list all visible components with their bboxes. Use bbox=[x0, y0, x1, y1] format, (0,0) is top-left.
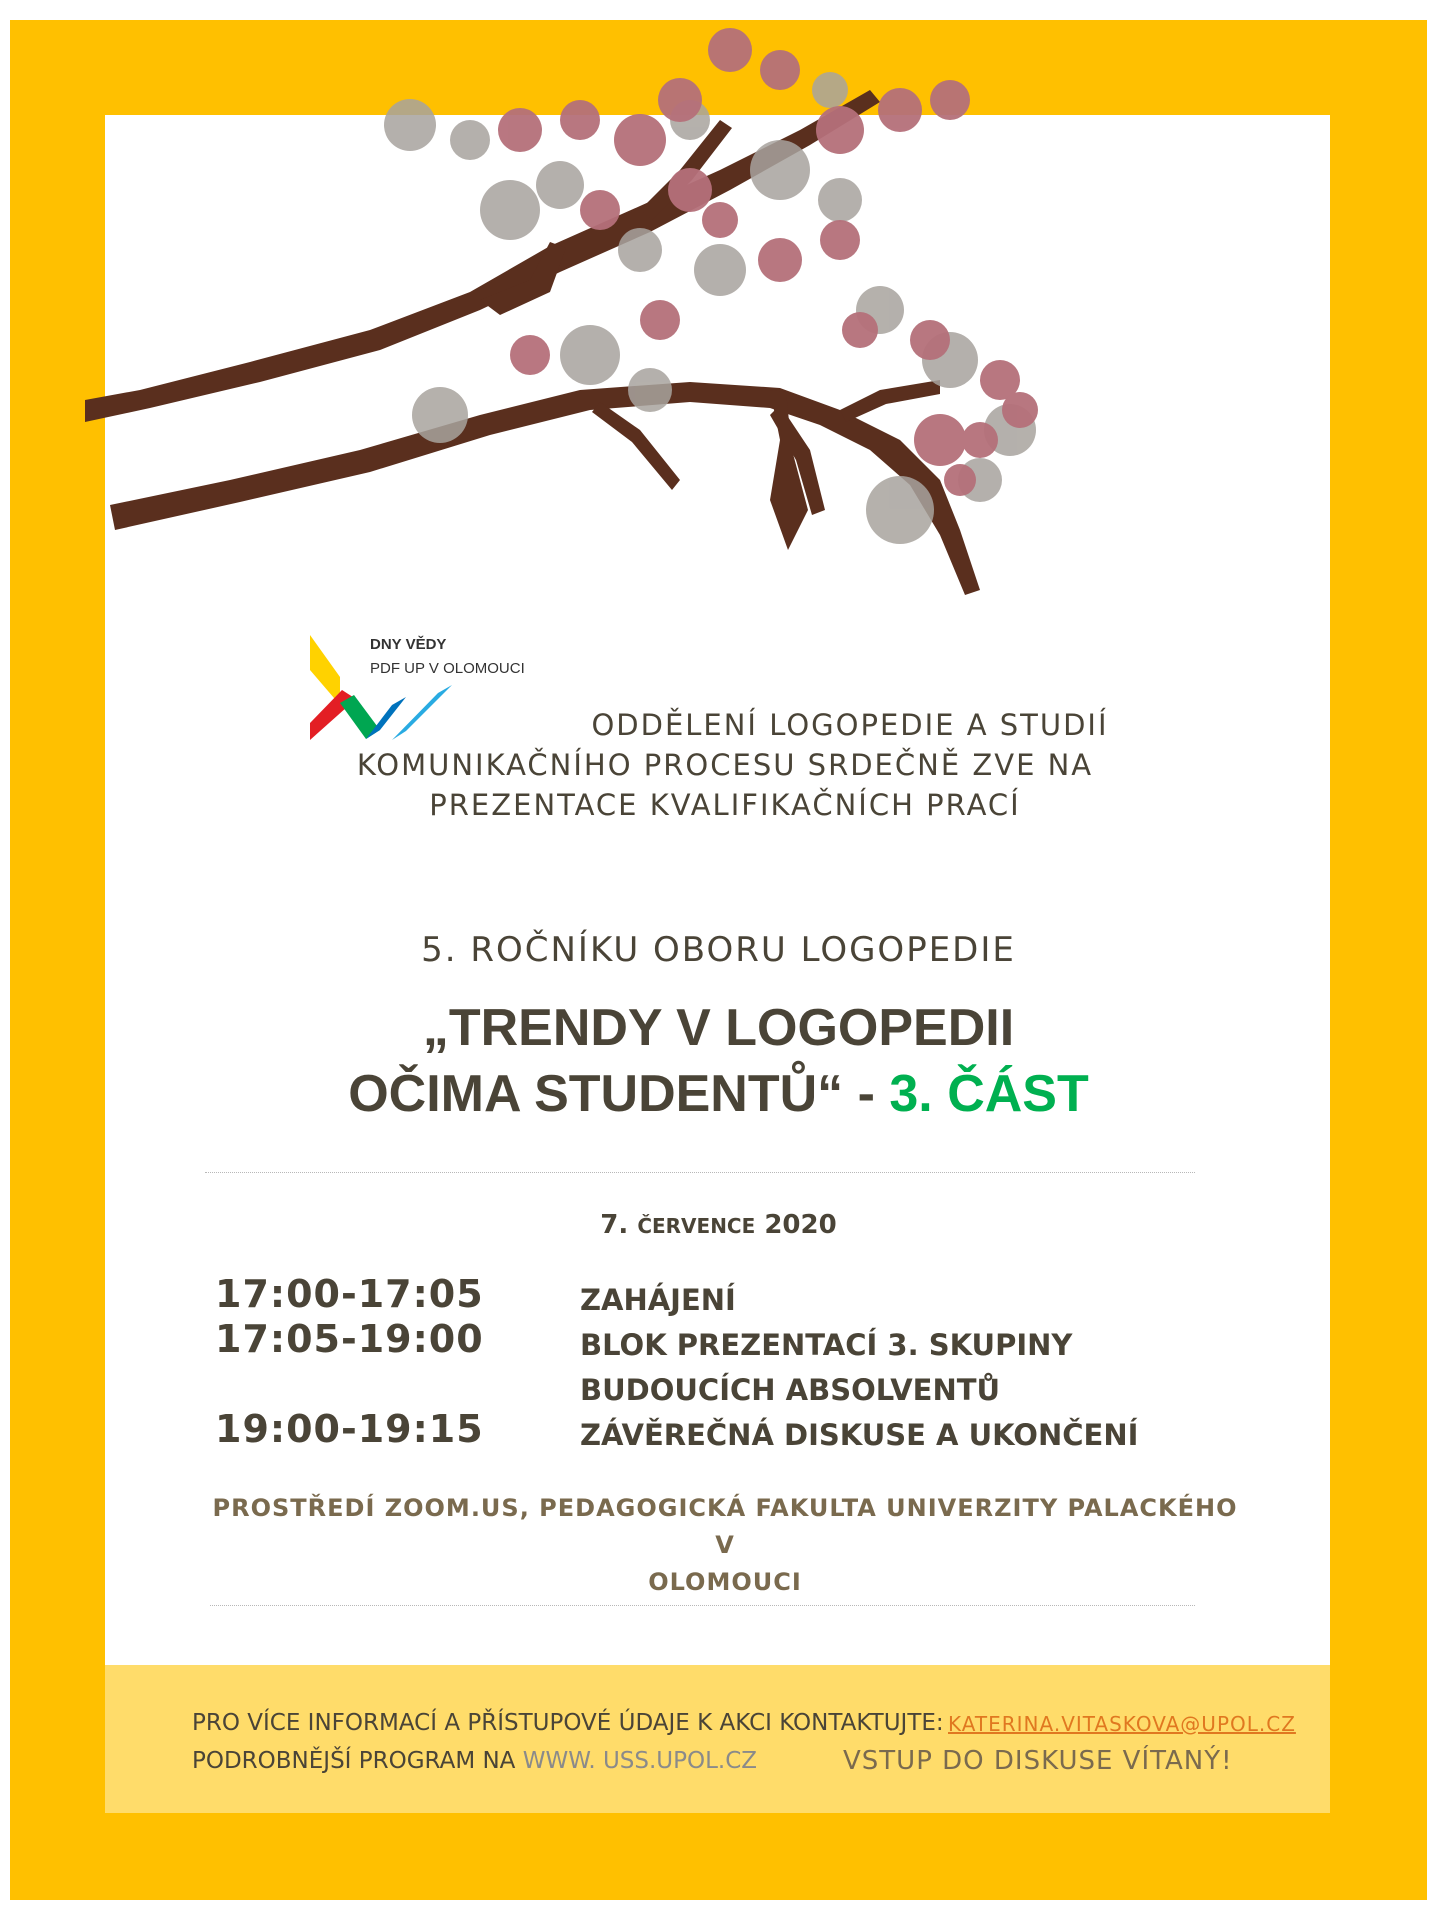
program-info-text: PODROBNĚJŠÍ PROGRAM NA bbox=[192, 1748, 523, 1774]
venue-line-1: PROSTŘEDÍ ZOOM.US, PEDAGOGICKÁ FAKULTA UNIVERZITY PALACKÉHO V bbox=[212, 1494, 1238, 1559]
venue-line-2: OLOMOUCI bbox=[648, 1568, 802, 1596]
divider-bottom bbox=[210, 1605, 1195, 1606]
invitation-line-2: KOMUNIKAČNÍHO PROCESU SRDEČNĚ ZVE NA bbox=[356, 748, 1094, 782]
logo-subtitle: PDF UP V OLOMOUCI bbox=[370, 660, 525, 677]
contact-text: PRO VÍCE INFORMACÍ A PŘÍSTUPOVÉ ÚDAJE K AKCI KONTAKTUJTE: bbox=[192, 1710, 944, 1736]
program-event: BLOK PREZENTACÍ 3. SKUPINY BUDOUCÍCH ABSOLVENTŮ bbox=[580, 1328, 1073, 1407]
title-line-2-text: OČIMA STUDENTŮ“ - bbox=[348, 1065, 890, 1123]
contact-email-link[interactable]: KATERINA.VITASKOVA@UPOL.CZ bbox=[948, 1712, 1296, 1736]
website-link[interactable]: WWW. USS.UPOL.CZ bbox=[522, 1748, 758, 1774]
event-venue bbox=[200, 1490, 1250, 1601]
program-event: ZAHÁJENÍ bbox=[580, 1283, 736, 1317]
event-title bbox=[0, 995, 1437, 1127]
divider-top bbox=[205, 1172, 1195, 1173]
invitation-line-3: PREZENTACE KVALIFIKAČNÍCH PRACÍ bbox=[429, 788, 1021, 822]
logo-title: DNY VĚDY bbox=[370, 636, 447, 653]
program-time: 17:00-17:05 bbox=[215, 1272, 484, 1316]
program-info bbox=[192, 1748, 757, 1774]
blossom-branch-illustration bbox=[80, 10, 1100, 610]
welcome-note: VSTUP DO DISKUSE VÍTANÝ! bbox=[843, 1746, 1233, 1776]
program-time: 19:00-19:15 bbox=[215, 1407, 484, 1451]
logo-yellow-stroke bbox=[310, 635, 340, 705]
title-line-2 bbox=[0, 1061, 1437, 1127]
date-year: 2020 bbox=[755, 1210, 837, 1240]
date-month: ČERVENCE bbox=[637, 1214, 756, 1238]
invitation-text bbox=[250, 705, 1200, 825]
program-event: ZÁVĚREČNÁ DISKUSE A UKONČENÍ bbox=[580, 1418, 1139, 1452]
footer-band bbox=[105, 1665, 1330, 1813]
event-date bbox=[0, 1210, 1437, 1240]
invitation-line-1: ODDĚLENÍ LOGOPEDIE A STUDIÍ bbox=[591, 708, 1109, 742]
title-line-1: „TRENDY V LOGOPEDII bbox=[422, 999, 1015, 1057]
event-subtitle: 5. ROČNÍKU OBORU LOGOPEDIE bbox=[421, 930, 1016, 970]
date-day: 7. bbox=[600, 1210, 638, 1240]
program-time: 17:05-19:00 bbox=[215, 1317, 484, 1361]
title-accent: 3. ČÁST bbox=[889, 1065, 1089, 1123]
